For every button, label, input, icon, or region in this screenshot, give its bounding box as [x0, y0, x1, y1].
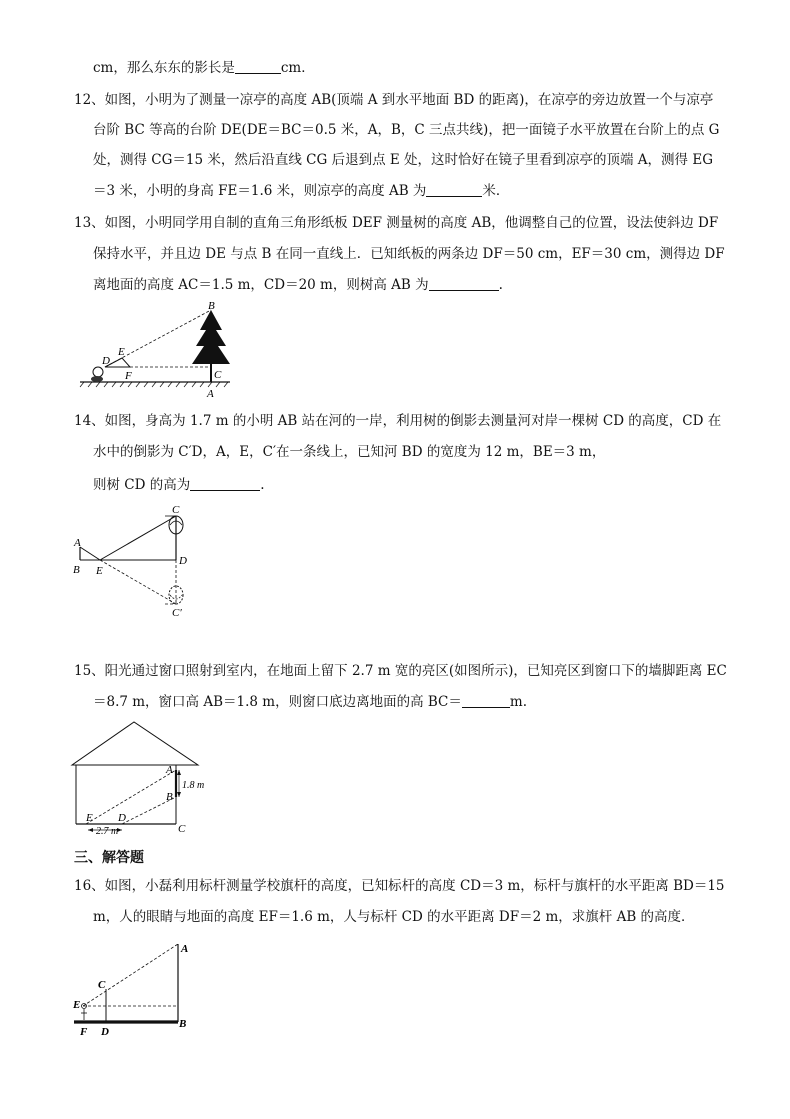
q16-label-c: C: [98, 979, 106, 991]
q15-label-a: A: [166, 764, 173, 776]
q13-label-e: E: [118, 346, 125, 358]
q15-label-b: B: [166, 791, 173, 803]
q13-label-b: B: [208, 300, 215, 312]
q15-dim-width: 2.7 m: [96, 826, 119, 837]
q14-label-a: A: [74, 537, 81, 549]
answer-blank[interactable]: [190, 476, 260, 491]
q16-line-1: 16、如图，小磊利用标杆测量学校旗杆的高度，已知标杆的高度 CD＝3 m，标杆与旗杆的水平距离 BD＝15: [74, 878, 725, 894]
q14-label-b: B: [73, 564, 80, 576]
q16-label-a: A: [181, 943, 189, 955]
q16-label-f: F: [80, 1026, 88, 1038]
q12-line-1: 12、如图，小明为了测量一凉亭的高度 AB(顶端 A 到水平地面 BD 的距离)，在凉亭的旁边放置一个与凉亭: [74, 92, 714, 108]
q14-label-c-prime: C′: [172, 607, 182, 619]
q13-line-3: 离地面的高度 AC＝1.5 m，CD＝20 m，则树高 AB 为 .: [93, 277, 503, 293]
q15-label-d: D: [118, 812, 126, 824]
q16-label-b: B: [179, 1018, 187, 1030]
section-heading-3: 三、解答题: [74, 850, 144, 866]
answer-blank[interactable]: [429, 276, 499, 291]
q13-label-f: F: [125, 370, 132, 382]
q13-line-1: 13、如图，小明同学用自制的直角三角形纸板 DEF 测量树的高度 AB，他调整自己的位置，设法使斜边 DF: [74, 215, 719, 231]
answer-blank[interactable]: [426, 182, 482, 197]
q16-figure: [70, 938, 200, 1038]
q13-line-2: 保持水平，并且边 DE 与点 B 在同一直线上．已知纸板的两条边 DF＝50 cm，EF＝30 cm，测得边 DF: [93, 246, 725, 262]
q15-figure: [70, 720, 220, 838]
q14-line-2: 水中的倒影为 C′D，A，E，C′在一条线上，已知河 BD 的宽度为 12 m，BE＝3 m，: [93, 444, 606, 460]
q12-line-2: 台阶 BC 等高的台阶 DE(DE＝BC＝0.5 米，A，B，C 三点共线)，把一面镜子水平放置在台阶上的点 G: [93, 122, 720, 138]
q11-tail: cm，那么东东的影长是 cm．: [93, 60, 315, 76]
q16-label-d: D: [101, 1026, 109, 1038]
q12-line-3: 处，测得 CG＝15 米，然后沿直线 CG 后退到点 E 处，这时恰好在镜子里看到凉亭的顶端 A，测得 EG: [93, 152, 713, 168]
q14-figure: [70, 503, 200, 618]
q15-label-c: C: [178, 823, 186, 835]
q13-label-a: A: [207, 388, 214, 400]
q14-label-d: D: [179, 555, 187, 567]
q15-dim-height: 1.8 m: [182, 780, 205, 791]
q13-figure: [80, 300, 250, 400]
answer-blank[interactable]: [462, 693, 510, 708]
q12-line-4: ＝3 米，小明的身高 FE＝1.6 米，则凉亭的高度 AB 为 米．: [93, 183, 510, 199]
q14-line-3: 则树 CD 的高为 .: [93, 477, 265, 493]
q16-line-2: m，人的眼睛与地面的高度 EF＝1.6 m，人与标杆 CD 的水平距离 DF＝2 m，求旗杆 AB 的高度．: [93, 909, 695, 925]
q14-label-e: E: [96, 565, 103, 577]
q15-label-e: E: [86, 812, 93, 824]
answer-blank[interactable]: [235, 59, 281, 74]
q14-line-1: 14、如图，身高为 1.7 m 的小明 AB 站在河的一岸，利用树的倒影去测量河对岸一棵树 CD 的高度，CD 在: [74, 413, 722, 429]
q16-label-e: E: [73, 999, 81, 1011]
q13-label-d: D: [102, 355, 110, 367]
q15-line-1: 15、阳光通过窗口照射到室内，在地面上留下 2.7 m 宽的亮区(如图所示)，已知亮区到窗口下的墙脚距离 EC: [74, 663, 727, 679]
q13-label-c: C: [214, 369, 222, 381]
q14-label-c: C: [172, 504, 180, 516]
q15-line-2: ＝8.7 m，窗口高 AB＝1.8 m，则窗口底边离地面的高 BC＝ m.: [93, 694, 527, 710]
